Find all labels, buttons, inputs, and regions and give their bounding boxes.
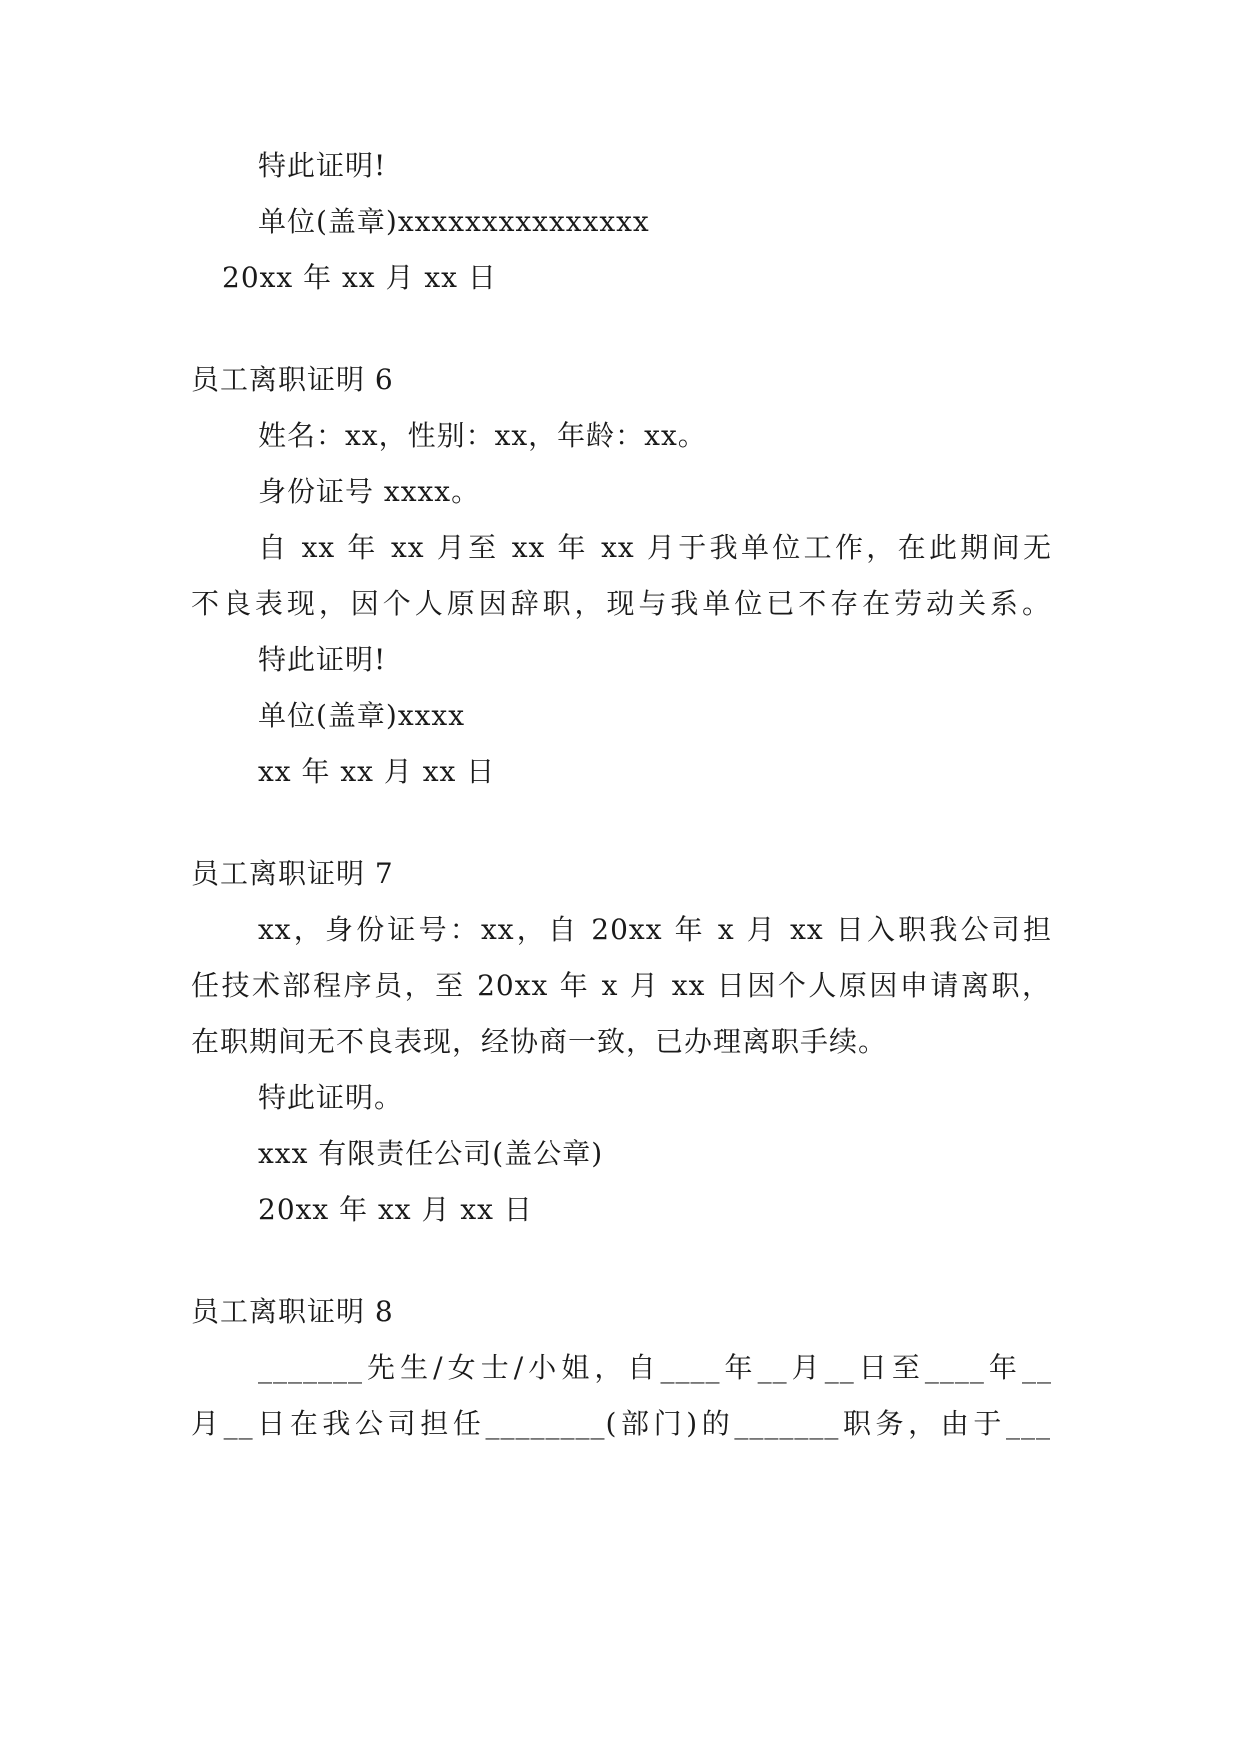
section-title: 员工离职证明 7 <box>191 857 394 890</box>
body-paragraph-line: 不良表现，因个人原因辞职，现与我单位已不存在劳动关系。 <box>191 587 1051 620</box>
company-seal-line: 单位(盖章)xxxxxxxxxxxxxxx <box>258 205 650 238</box>
certificate-closing: 特此证明! <box>258 149 387 182</box>
body-paragraph-line: 在职期间无不良表现，经协商一致，已办理离职手续。 <box>191 1025 888 1058</box>
company-seal-line: 单位(盖章)xxxx <box>258 699 466 732</box>
body-paragraph-line: _______先生/女士/小姐，自____年__月__日至____年__ <box>258 1351 1052 1384</box>
certificate-date: 20xx 年 xx 月 xx 日 <box>258 1193 533 1226</box>
id-number-line: 身份证号 xxxx。 <box>258 475 481 508</box>
certificate-date: xx 年 xx 月 xx 日 <box>258 755 496 788</box>
body-paragraph-line: 自 xx 年 xx 月至 xx 年 xx 月于我单位工作，在此期间无 <box>258 531 1052 564</box>
certificate-closing: 特此证明。 <box>258 1081 404 1114</box>
personal-info-line: 姓名：xx，性别：xx，年龄：xx。 <box>258 419 707 452</box>
certificate-date: 20xx 年 xx 月 xx 日 <box>222 261 497 294</box>
body-paragraph-line: 任技术部程序员，至 20xx 年 x 月 xx 日因个人原因申请离职， <box>191 969 1051 1002</box>
certificate-closing: 特此证明! <box>258 643 387 676</box>
section-title: 员工离职证明 6 <box>191 363 394 396</box>
body-paragraph-line: 月__日在我公司担任________(部门)的_______职务，由于___ <box>191 1407 1051 1440</box>
body-paragraph-line: xx，身份证号：xx，自 20xx 年 x 月 xx 日入职我公司担 <box>258 913 1052 946</box>
section-title: 员工离职证明 8 <box>191 1295 394 1328</box>
company-seal-line: xxx 有限责任公司(盖公章) <box>258 1137 604 1170</box>
